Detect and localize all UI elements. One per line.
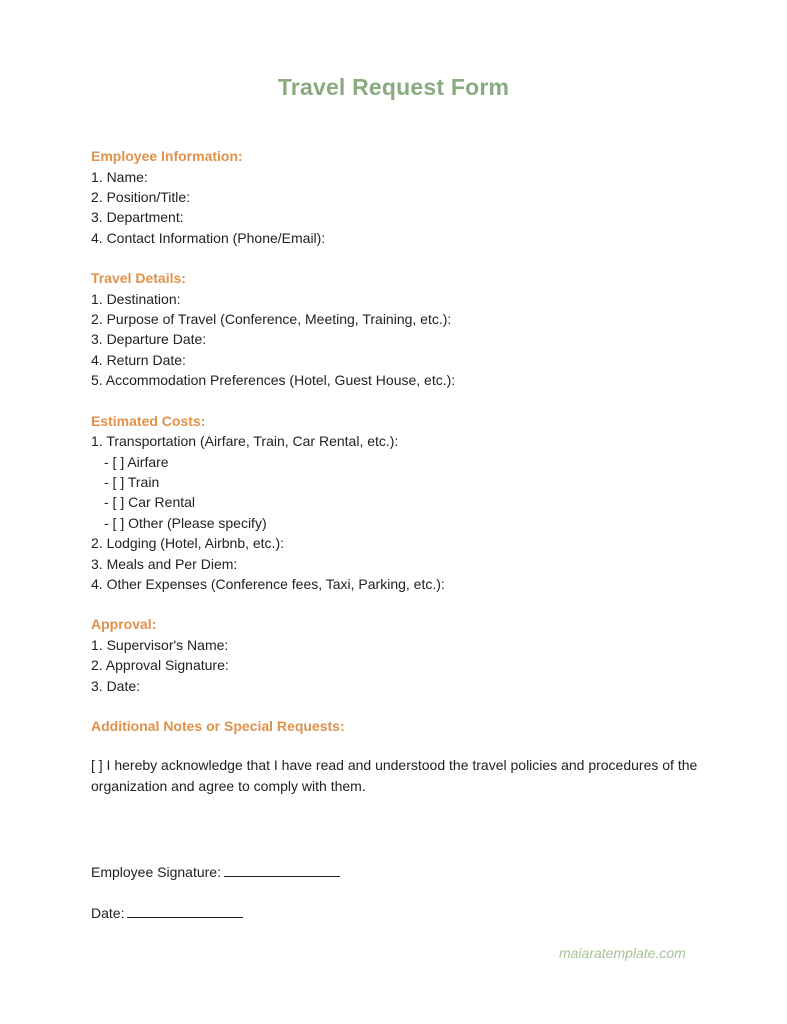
date-row bbox=[91, 903, 340, 923]
field-transportation: 1. Transportation (Airfare, Train, Car Rental, etc.): bbox=[91, 433, 399, 450]
form-body bbox=[91, 146, 731, 817]
field-return-date: 4. Return Date: bbox=[91, 351, 186, 368]
field-other-expenses: 4. Other Expenses (Conference fees, Taxi, Parking, etc.): bbox=[91, 576, 445, 592]
field-destination: 1. Destination: bbox=[91, 290, 181, 307]
watermark: maiaratemplate.com bbox=[559, 945, 686, 961]
section-approval bbox=[91, 614, 731, 696]
field-approval-signature: 2. Approval Signature: bbox=[91, 657, 229, 674]
field-department: 3. Department: bbox=[91, 209, 184, 226]
field-purpose-of-travel: 2. Purpose of Travel (Conference, Meeting, Training, etc.): bbox=[91, 311, 452, 328]
checkbox-airfare[interactable]: - [ ] Airfare bbox=[104, 453, 169, 470]
employee-signature-row bbox=[91, 862, 340, 882]
section-heading: Employee Information: bbox=[91, 148, 243, 164]
field-name: 1. Name: bbox=[91, 168, 148, 185]
field-lodging: 2. Lodging (Hotel, Airbnb, etc.): bbox=[91, 535, 284, 552]
field-supervisor-name: 1. Supervisor's Name: bbox=[91, 636, 229, 653]
section-heading: Estimated Costs: bbox=[91, 412, 206, 429]
section-heading: Approval: bbox=[91, 616, 157, 633]
section-travel-details bbox=[91, 268, 731, 391]
employee-signature-line[interactable] bbox=[224, 864, 340, 877]
checkbox-other[interactable]: - [ ] Other (Please specify) bbox=[104, 514, 267, 531]
field-approval-date: 3. Date: bbox=[91, 677, 141, 694]
section-heading: Additional Notes or Special Requests: bbox=[91, 718, 345, 735]
date-line[interactable] bbox=[127, 905, 243, 918]
date-label: Date: bbox=[91, 905, 125, 921]
section-estimated-costs bbox=[91, 411, 731, 595]
checkbox-train[interactable]: - [ ] Train bbox=[104, 473, 160, 490]
signature-block bbox=[91, 862, 340, 944]
section-additional-notes bbox=[91, 716, 731, 797]
field-departure-date: 3. Departure Date: bbox=[91, 331, 207, 348]
field-accommodation-preferences: 5. Accommodation Preferences (Hotel, Guest House, etc.): bbox=[91, 372, 456, 389]
field-position-title: 2. Position/Title: bbox=[91, 188, 191, 205]
acknowledgement-checkbox[interactable]: [ ] I hereby acknowledge that I have read and understood the travel policies and procedures of the organization and agree to comply with them. bbox=[91, 756, 698, 794]
checkbox-car-rental[interactable]: - [ ] Car Rental bbox=[104, 494, 196, 511]
section-heading: Travel Details: bbox=[91, 270, 186, 287]
section-employee-information bbox=[91, 146, 731, 248]
field-meals-per-diem: 3. Meals and Per Diem: bbox=[91, 555, 238, 572]
employee-signature-label: Employee Signature: bbox=[91, 864, 221, 880]
field-contact-information: 4. Contact Information (Phone/Email): bbox=[91, 229, 326, 246]
document-title: Travel Request Form bbox=[277, 74, 510, 100]
